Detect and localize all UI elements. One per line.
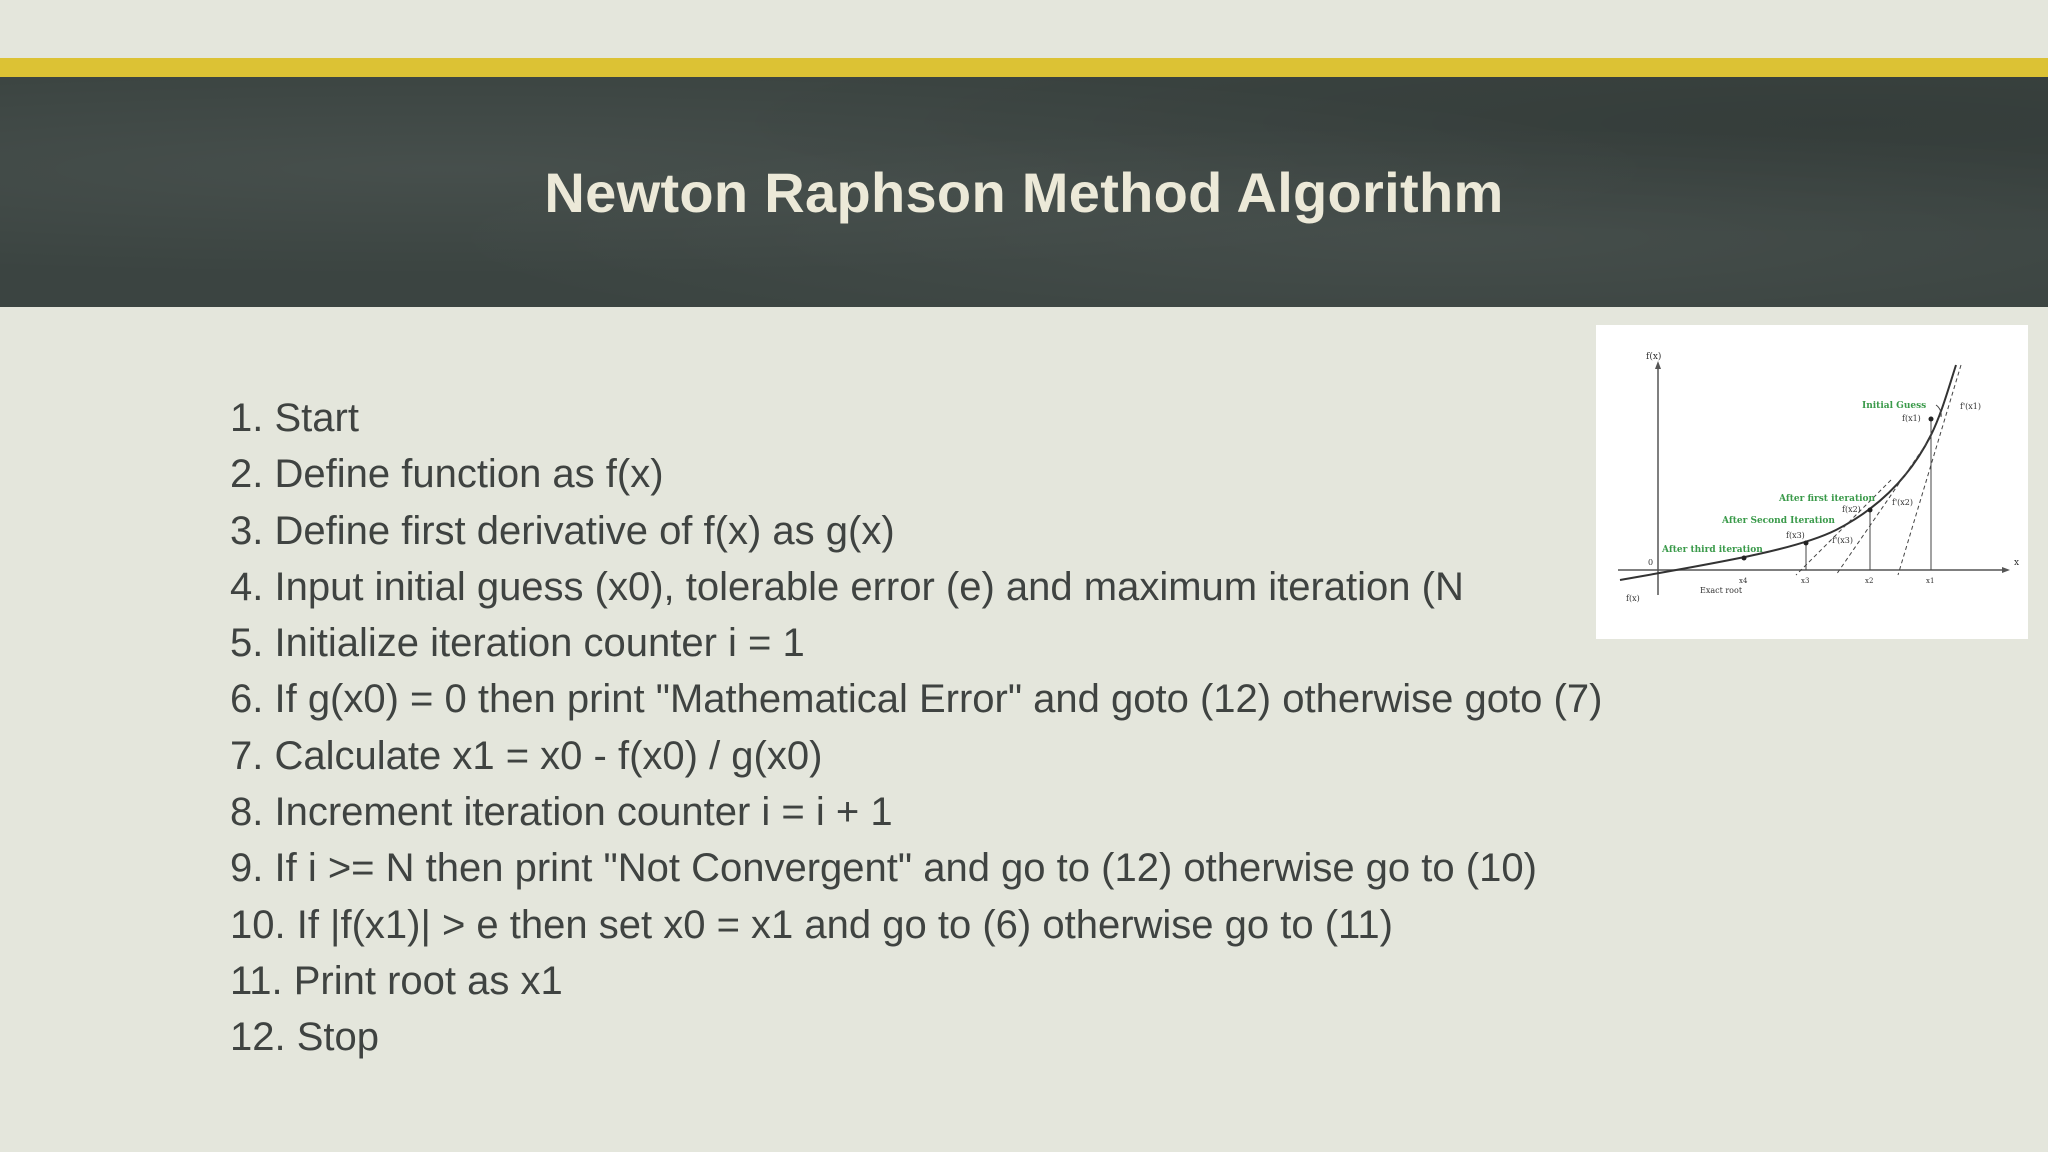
step-item: 6. If g(x0) = 0 then print "Mathematical Error" and goto (12) otherwise goto (7) bbox=[230, 677, 1603, 722]
point-x2 bbox=[1868, 508, 1873, 513]
y-axis-arrow bbox=[1655, 361, 1661, 369]
step-item: 8. Increment iteration counter i = i + 1 bbox=[230, 790, 893, 835]
step-item: 11. Print root as x1 bbox=[230, 958, 563, 1003]
f-x1-label: f(x1) bbox=[1902, 414, 1921, 423]
tick-x3-label: x3 bbox=[1801, 577, 1810, 585]
step-item: 10. If |f(x1)| > e then set x0 = x1 and go to (6) otherwise go to (11) bbox=[230, 902, 1393, 947]
fp-x3-label: f'(x3) bbox=[1832, 536, 1854, 545]
initial-guess-label: Initial Guess bbox=[1862, 401, 1927, 411]
fp-x1-label: f'(x1) bbox=[1960, 402, 1982, 411]
tick-x1-label: x1 bbox=[1926, 577, 1935, 585]
y-axis-label: f(x) bbox=[1646, 352, 1662, 362]
step-item: 3. Define first derivative of f(x) as g(x) bbox=[230, 508, 895, 553]
step-item: 1. Start bbox=[230, 396, 359, 440]
point-x1 bbox=[1929, 417, 1934, 422]
step-item: 9. If i >= N then print "Not Convergent" and go to (12) otherwise go to (10) bbox=[230, 846, 1537, 891]
x-axis-arrow bbox=[2002, 567, 2010, 573]
point-x4 bbox=[1742, 556, 1747, 561]
after-first-label: After first iteration bbox=[1779, 494, 1876, 504]
step-item: 2. Define function as f(x) bbox=[230, 452, 664, 497]
tick-x4-label: x4 bbox=[1739, 577, 1748, 585]
fp-x2-label: f'(x2) bbox=[1892, 498, 1914, 507]
step-item: 7. Calculate x1 = x0 - f(x0) / g(x0) bbox=[230, 733, 823, 778]
after-third-label: After third iteration bbox=[1662, 545, 1763, 555]
x-axis-label: x bbox=[2014, 558, 2020, 568]
tangent-1 bbox=[1898, 365, 1961, 575]
f-x2-label: f(x2) bbox=[1842, 505, 1861, 514]
tick-x2-label: x2 bbox=[1865, 577, 1874, 585]
slide-title: Newton Raphson Method Algorithm bbox=[544, 160, 1504, 224]
step-item: 4. Input initial guess (x0), tolerable error (e) and maximum iteration (N bbox=[230, 564, 1464, 609]
f-x3-label: f(x3) bbox=[1786, 531, 1805, 540]
step-item: 5. Initialize iteration counter i = 1 bbox=[230, 621, 805, 666]
after-second-label: After Second Iteration bbox=[1722, 516, 1835, 526]
curve-label: f(x) bbox=[1626, 594, 1640, 603]
point-x3 bbox=[1804, 541, 1809, 546]
origin-label: 0 bbox=[1648, 558, 1654, 567]
algorithm-steps bbox=[230, 390, 1602, 1066]
accent-bar bbox=[0, 58, 2048, 77]
exact-root-label: Exact root bbox=[1700, 586, 1743, 595]
figure-svg bbox=[1596, 325, 2028, 639]
step-item: 12. Stop bbox=[230, 1015, 380, 1060]
newton-raphson-figure bbox=[1596, 325, 2028, 639]
